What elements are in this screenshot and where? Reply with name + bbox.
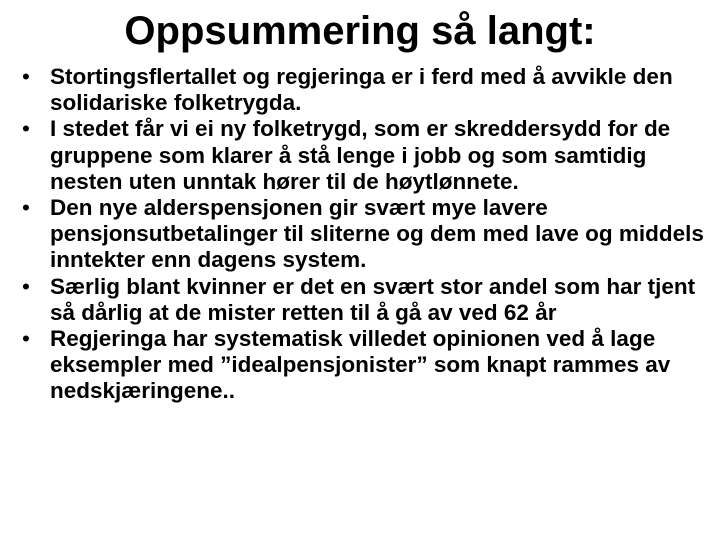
bullet-item (22, 326, 712, 405)
bullet-text: I stedet får vi ei ny folketrygd, som er skreddersydd for de gruppene som klarer å stå lenge i jobb og som samtidig nesten uten unntak hører til de høytlønnete. (50, 116, 671, 194)
bullet-dot-icon: • (22, 64, 30, 89)
bullet-text: Regjeringa har systematisk villedet opinionen ved å lage eksempler med ”idealpensjonister” som knapt rammes av nedskjæringene.. (50, 326, 671, 404)
bullet-text: Stortingsflertallet og regjeringa er i ferd med å avvikle den solidariske folketrygda. (50, 64, 673, 116)
bullet-dot-icon: • (22, 195, 30, 221)
bullet-item (22, 64, 712, 116)
slide-title: Oppsummering så langt: (124, 9, 596, 53)
bullet-item (22, 195, 712, 274)
bullet-dot-icon: • (22, 273, 30, 299)
bullet-list (22, 64, 712, 405)
bullet-item (22, 274, 712, 326)
bullet-text: Den nye alderspensjonen gir svært mye lavere pensjonsutbetalinger til sliterne og dem med lave og middels inntekter enn dagens system. (50, 195, 704, 273)
bullet-item (22, 116, 712, 195)
bullet-text: Særlig blant kvinner er det en svært stor andel som har tjent så dårlig at de mister retten til å gå av ved 62 år (50, 273, 696, 325)
bullet-dot-icon: • (22, 326, 30, 352)
bullet-dot-icon: • (22, 116, 30, 142)
